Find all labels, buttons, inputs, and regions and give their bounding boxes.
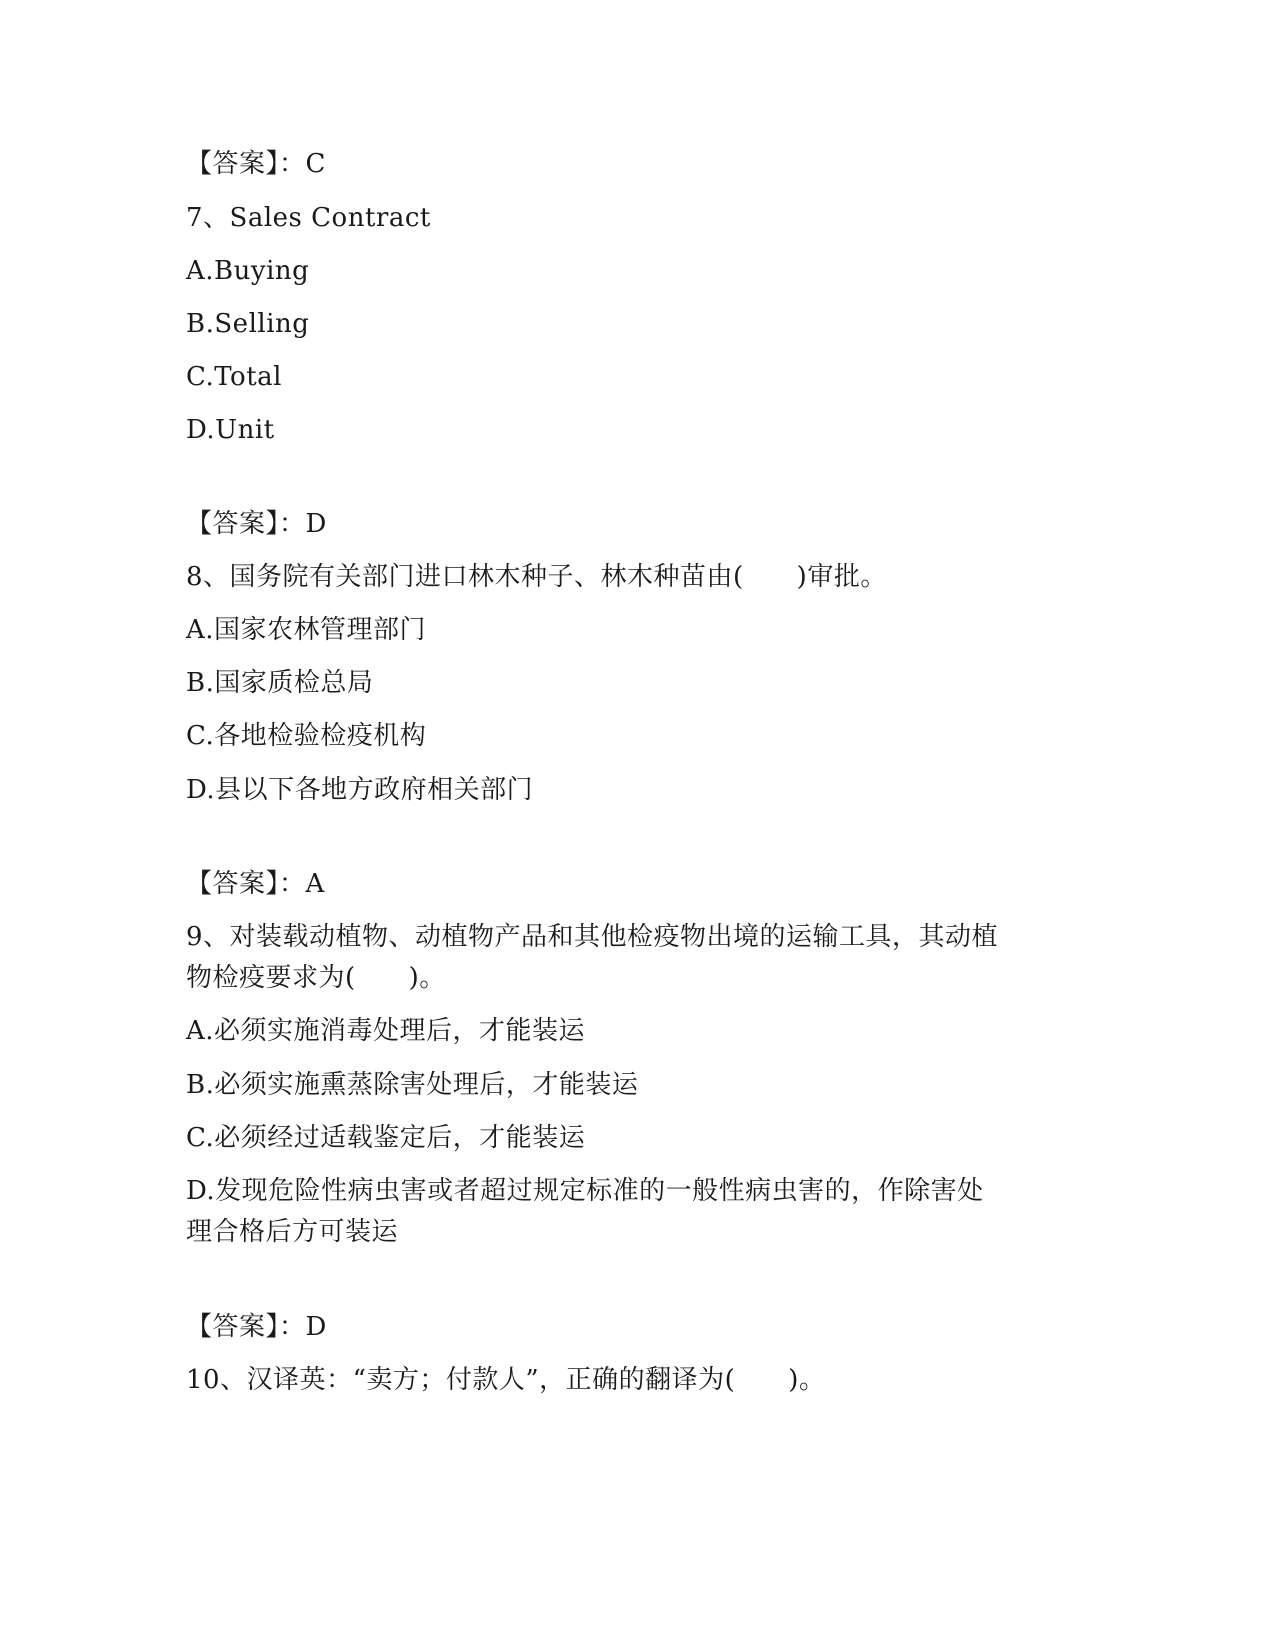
option-8-d: D.县以下各地方政府相关部门 — [186, 775, 534, 805]
option-7-b: B.Selling — [186, 309, 310, 339]
option-7-a: A.Buying — [186, 256, 310, 286]
option-9-d-line-1: D.发现危险性病虫害或者超过规定标准的一般性病虫害的，作除害处 — [186, 1176, 984, 1206]
option-9-c: C.必须经过适载鉴定后，才能装运 — [186, 1123, 586, 1153]
answer-9: 【答案】：D — [186, 1312, 327, 1342]
option-8-a: A.国家农林管理部门 — [186, 615, 427, 645]
question-7: 7、Sales Contract — [186, 203, 431, 233]
answer-6: 【答案】：C — [186, 149, 326, 179]
option-8-b: B.国家质检总局 — [186, 668, 374, 698]
question-8: 8、国务院有关部门进口林木种子、林木种苗由( )审批。 — [186, 562, 887, 592]
question-10: 10、汉译英：“卖方；付款人”，正确的翻译为( )。 — [186, 1365, 826, 1395]
option-9-a: A.必须实施消毒处理后，才能装运 — [186, 1016, 586, 1046]
option-7-c: C.Total — [186, 362, 282, 392]
option-7-d: D.Unit — [186, 415, 275, 445]
answer-7: 【答案】：D — [186, 509, 327, 539]
option-8-c: C.各地检验检疫机构 — [186, 721, 427, 751]
question-9-line-1: 9、对装载动植物、动植物产品和其他检疫物出境的运输工具，其动植 — [186, 922, 999, 952]
option-9-b: B.必须实施熏蒸除害处理后，才能装运 — [186, 1070, 639, 1100]
option-9-d-line-2: 理合格后方可装运 — [186, 1217, 399, 1247]
question-9-line-2: 物检疫要求为( )。 — [186, 963, 446, 993]
answer-8: 【答案】：A — [186, 869, 325, 899]
